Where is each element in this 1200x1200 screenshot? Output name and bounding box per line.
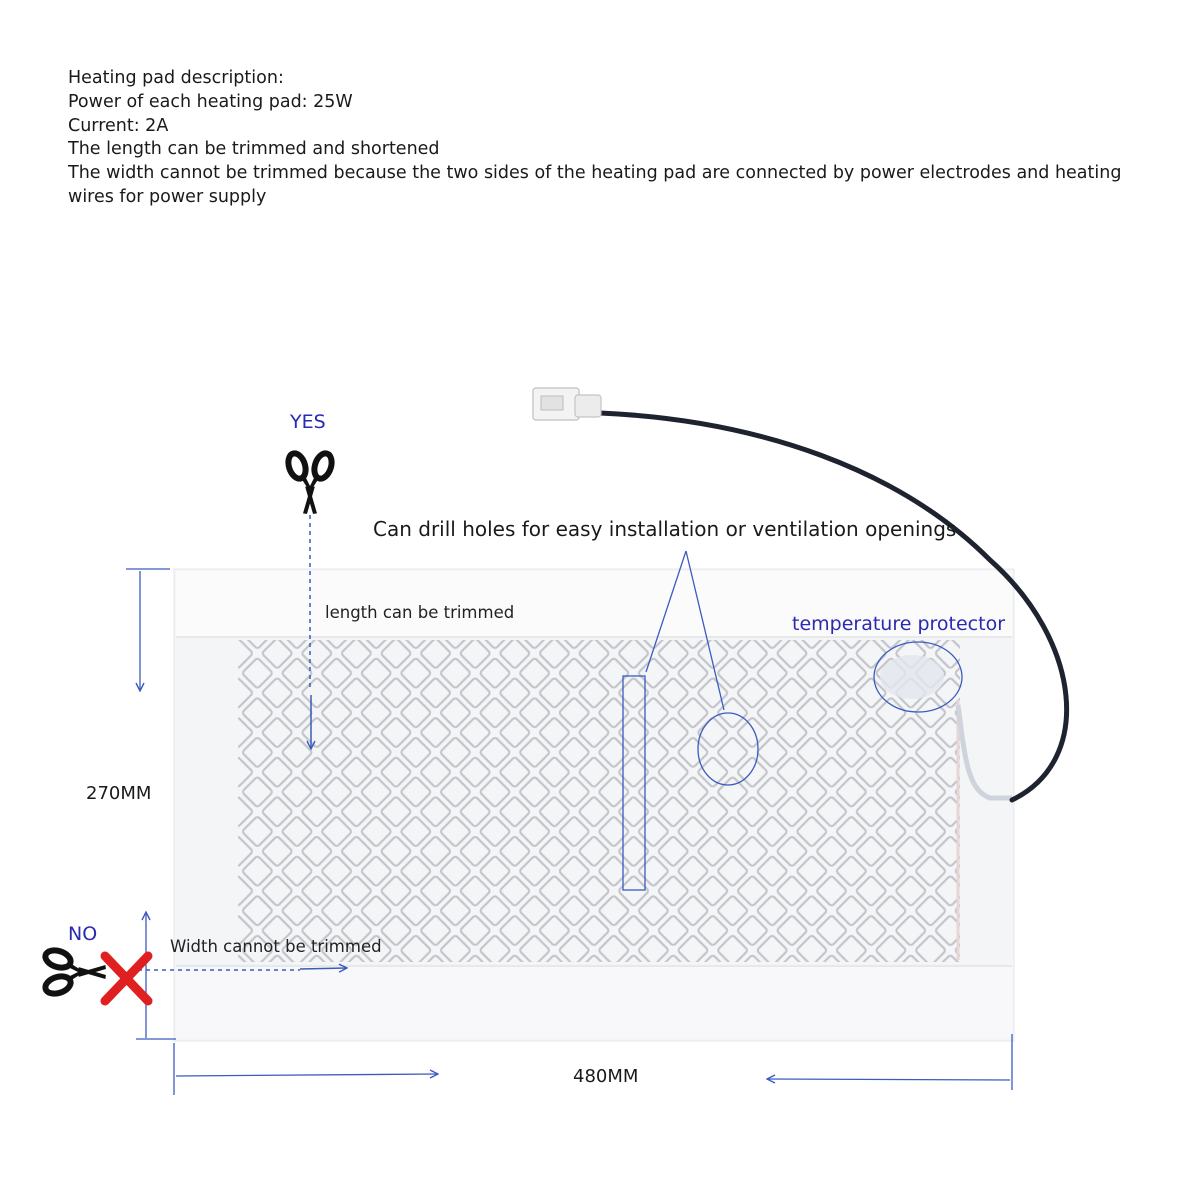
no-cut-arrow	[300, 968, 346, 969]
description-current: Current: 2A	[68, 115, 169, 136]
description-length-note: The length can be trimmed and shortened	[68, 139, 440, 160]
height-dimension-label: 270MM	[86, 783, 152, 804]
width-dimension-label: 480MM	[573, 1066, 639, 1087]
description-power: Power of each heating pad: 25W	[68, 91, 353, 112]
width-dim-arrow-right	[176, 1074, 437, 1076]
red-x-icon	[105, 956, 148, 1001]
drill-holes-label: Can drill holes for easy installation or ventilation openings	[373, 517, 957, 541]
length-trim-label: length can be trimmed	[325, 603, 515, 622]
description-title: Heating pad description:	[68, 68, 284, 88]
description-width-note: The width cannot be trimmed because the two sides of the heating pad are connected by power electrodes and heating wires for power supply	[68, 163, 1122, 207]
width-dim-arrow-left	[768, 1079, 1010, 1080]
width-no-trim-label: Width cannot be trimmed	[170, 937, 382, 956]
connector-plug-icon	[533, 388, 601, 420]
scissors-icon	[285, 451, 334, 514]
yes-label: YES	[290, 411, 326, 433]
heating-wire-grid	[238, 640, 960, 962]
scissors-icon	[43, 947, 106, 996]
no-label: NO	[68, 923, 98, 945]
temp-protector-label: temperature protector	[792, 613, 1006, 635]
